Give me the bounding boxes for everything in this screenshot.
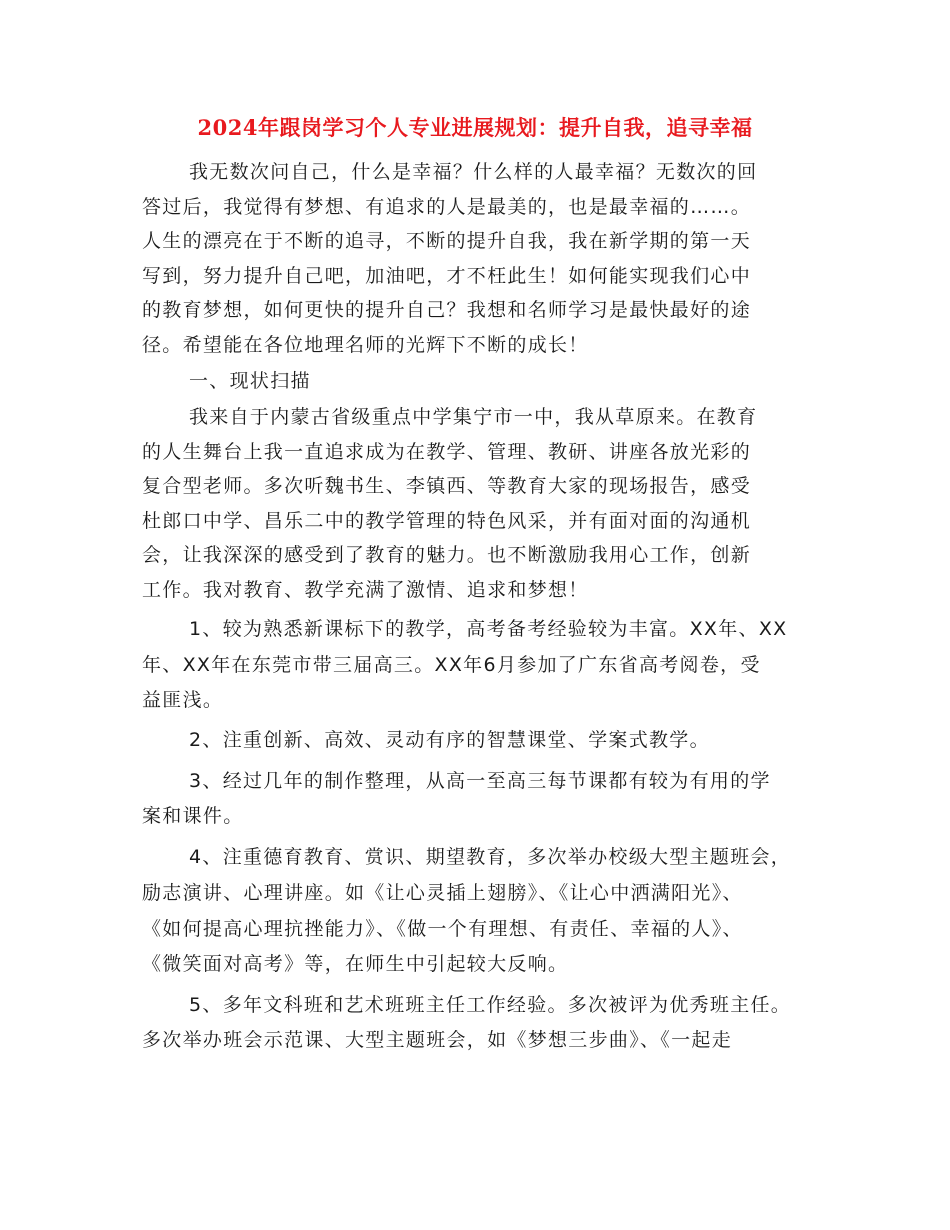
paragraph-line: 会，让我深深的感受到了教育的魅力。也不断激励我用心工作，创新 bbox=[142, 544, 752, 566]
list-item-line: 《微笑面对高考》等，在师生中引起较大反响。 bbox=[142, 953, 569, 975]
paragraph-line: 径。希望能在各位地理名师的光辉下不断的成长！ bbox=[142, 334, 589, 356]
section-heading: 一、现状扫描 bbox=[189, 370, 311, 392]
paragraph-line: 杜郎口中学、昌乐二中的教学管理的特色风采，并有面对面的沟通机 bbox=[142, 510, 752, 532]
list-item-line: 益匪浅。 bbox=[142, 689, 224, 711]
paragraph-line: 写到，努力提升自己吧，加油吧，才不枉此生！如何能实现我们心中 bbox=[142, 265, 752, 287]
list-item-line: 3、经过几年的制作整理，从高一至高三每节课都有较为有用的学 bbox=[189, 770, 771, 792]
list-item-line: 《如何提高心理抗挫能力》、《做一个有理想、有责任、幸福的人》、 bbox=[142, 918, 743, 940]
document-title: 2024年跟岗学习个人专业进展规划：提升自我，追寻幸福 bbox=[197, 115, 753, 140]
list-item-line: 1、较为熟悉新课标下的教学，高考备考经验较为丰富。XX年、XX bbox=[189, 618, 788, 640]
paragraph-line: 答过后，我觉得有梦想、有追求的人是最美的，也是最幸福的……。 bbox=[142, 196, 752, 218]
list-item-line: 多次举办班会示范课、大型主题班会，如《梦想三步曲》、《一起走 bbox=[142, 1029, 733, 1051]
paragraph-line: 复合型老师。多次听魏书生、李镇西、等教育大家的现场报告，感受 bbox=[142, 475, 752, 497]
paragraph-line: 人生的漂亮在于不断的追寻，不断的提升自我，我在新学期的第一天 bbox=[142, 230, 752, 252]
list-item-line: 案和课件。 bbox=[142, 805, 244, 827]
paragraph-line: 我来自于内蒙古省级重点中学集宁市一中，我从草原来。在教育 bbox=[189, 406, 758, 428]
paragraph-line: 我无数次问自己，什么是幸福？什么样的人最幸福？无数次的回 bbox=[189, 161, 758, 183]
list-item-line: 年、XX年在东莞市带三届高三。XX年6月参加了广东省高考阅卷，受 bbox=[142, 654, 761, 676]
paragraph-line: 工作。我对教育、教学充满了激情、追求和梦想！ bbox=[142, 579, 589, 601]
paragraph-line: 的教育梦想，如何更快的提升自己？我想和名师学习是最快最好的途 bbox=[142, 299, 752, 321]
list-item-line: 励志演讲、心理讲座。如《让心灵插上翅膀》、《让心中洒满阳光》、 bbox=[142, 882, 743, 904]
list-item-line: 4、注重德育教育、赏识、期望教育，多次举办校级大型主题班会， bbox=[189, 846, 792, 868]
list-item-line: 2、注重创新、高效、灵动有序的智慧课堂、学案式教学。 bbox=[189, 729, 710, 751]
paragraph-line: 的人生舞台上我一直追求成为在教学、管理、教研、讲座各放光彩的 bbox=[142, 441, 752, 463]
list-item-line: 5、多年文科班和艺术班班主任工作经验。多次被评为优秀班主任。 bbox=[189, 994, 792, 1016]
